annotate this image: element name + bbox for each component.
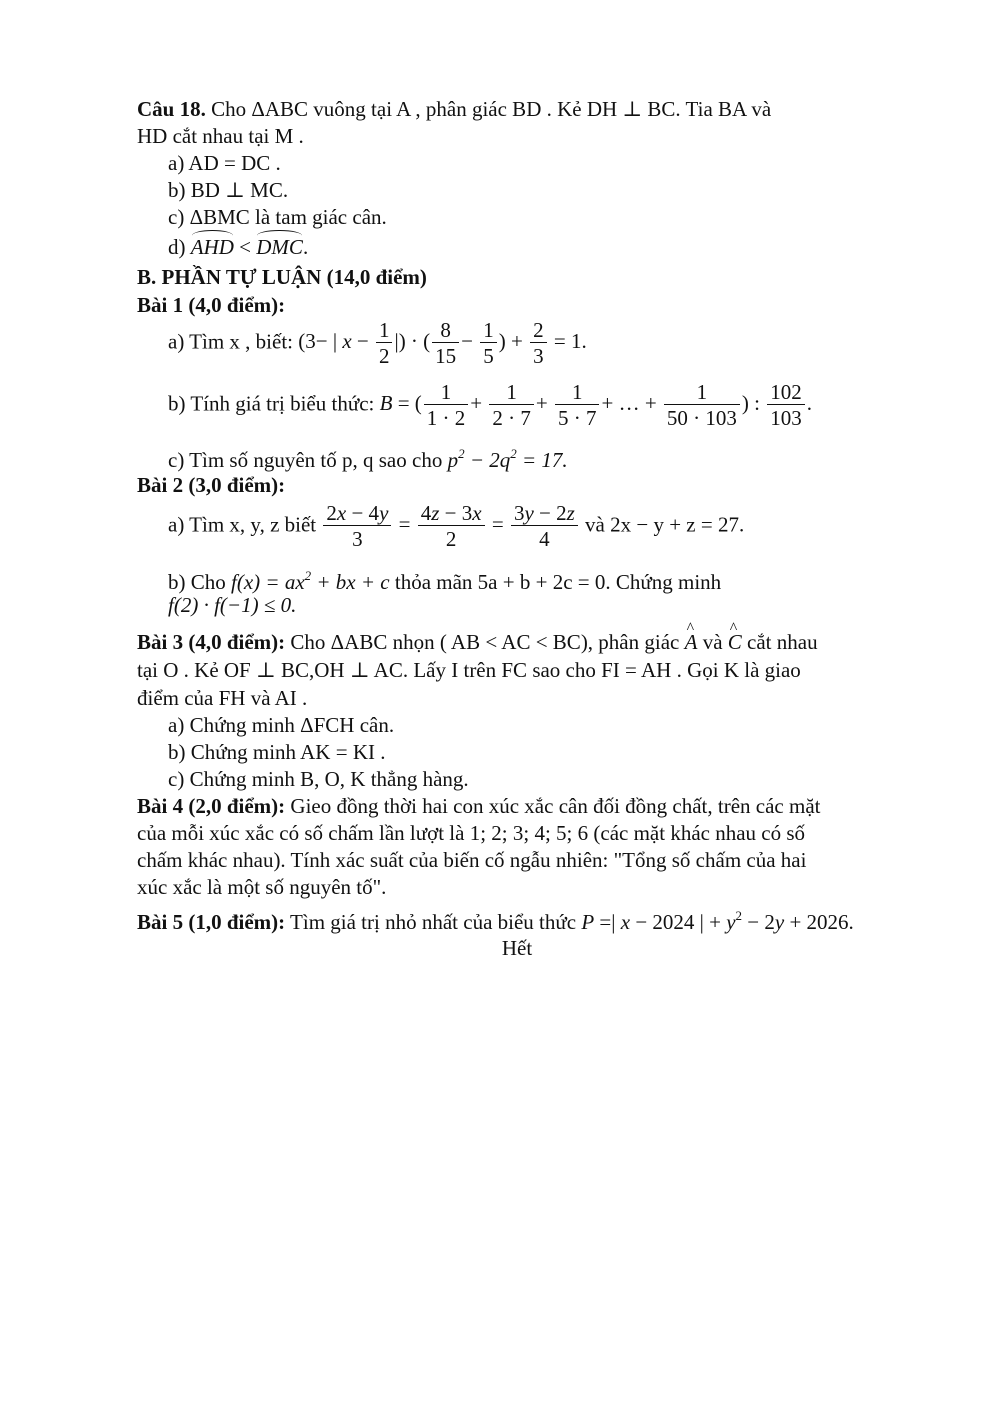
bai3-text1-end: cắt nhau (741, 630, 818, 654)
bai2-b-line2: f(2) · f(−1) ≤ 0. (168, 593, 297, 617)
bai1-a-formula: (3− | x − $\frac{1}{2}$ |) · ( $\frac{8}{15}$ − $\frac{1}{5}$ ) + $\frac{2}{3}$ = 1. (298, 318, 587, 368)
bai1-c-text: c) Tìm số nguyên tố p, q sao cho (168, 448, 448, 472)
bai1-b-text: b) Tính giá trị biểu thức: (168, 391, 380, 416)
bai5-line: Bài 5 (1,0 điểm): Tìm giá trị nhỏ nhất của biểu thức P =| x − 2024 | + $y^2 - 2y + 2026$. (137, 908, 854, 934)
cau18-option-a: a) AD = DC . (168, 151, 281, 175)
bai1-a-text: a) Tìm x , biết: (168, 329, 299, 354)
bai4-title: Bài 4 (2,0 điểm): (137, 794, 286, 818)
bai5-formula: P (581, 910, 595, 934)
bai5-title: Bài 5 (1,0 điểm): (137, 910, 286, 934)
bai4-line4: xúc xắc là một số nguyên tố". (137, 875, 387, 899)
bai2-a-formula: $\frac{2x - 4y}{3}$ = $\frac{4z - 3x}{2}$ = $\frac{3y - 2z}{4}$ (321, 512, 579, 536)
bai2-b-text: b) Cho (168, 570, 231, 594)
cau18-label: Câu 18. (137, 97, 206, 121)
bai3-line2: tại O . Kẻ OF ⊥ BC,OH ⊥ AC. Lấy I trên FC sao cho FI = AH . Gọi K là giao (137, 658, 801, 682)
cau18-line1 (137, 96, 897, 123)
angle-dmc: DMC (256, 235, 303, 259)
bai3-a: a) Chứng minh ΔFCH cân. (168, 713, 395, 737)
less-than: < (233, 235, 257, 259)
cau18-option-b: b) BD ⊥ MC. (168, 178, 289, 202)
bai4-line1 (137, 793, 897, 820)
angle-a-hat: ^ A (685, 629, 698, 656)
bai1-c (168, 440, 928, 474)
bai3-line3: điểm của FH và AI . (137, 686, 308, 710)
bai1-b-formula: B = ( $\frac{1}{1 \cdot 2}$ + $\frac{1}{2 \cdot 7}$ + $\frac{1}{5 \cdot 7}$ + … + $\frac{1}{50 \cdot 103}$ ) : $\frac{102}{103}$ . (379, 380, 812, 430)
bai2-b-function: $f(x) = ax^2$ + bx + c (231, 568, 390, 594)
cau18-option-d (168, 234, 928, 261)
bai3-and: và (697, 630, 728, 654)
bai2-title: Bài 2 (3,0 điểm): (137, 473, 286, 497)
bai5-text: Tìm giá trị nhỏ nhất của biểu thức (285, 910, 582, 934)
bai1-title: Bài 1 (4,0 điểm): (137, 293, 286, 317)
bai1-a (168, 318, 928, 369)
bai2-b (168, 562, 928, 596)
bai2-a-condition: và 2x − y + z = 27. (579, 512, 745, 537)
bai2-a (168, 501, 928, 552)
cau18-text1: Cho ΔABC vuông tại A , phân giác BD . Kẻ DH ⊥ BC. Tia BA và (205, 97, 772, 121)
cau18-line2: HD cắt nhau tại M . (137, 124, 304, 148)
bai3-title: Bài 3 (4,0 điểm): (137, 630, 286, 654)
end-text: Hết (501, 936, 533, 960)
bai1-b (168, 380, 928, 431)
bai3-c: c) Chứng minh B, O, K thẳng hàng. (168, 767, 469, 791)
part-b-title: B. PHẦN TỰ LUẬN (14,0 điểm) (137, 265, 427, 289)
bai4-line3: chấm khác nhau). Tính xác suất của biến cố ngẫu nhiên: "Tổng số chấm của hai (137, 848, 807, 872)
bai4-line2: của mỗi xúc xắc có số chấm lần lượt là 1; 2; 3; 4; 5; 6 (các mặt khác nhau có số (137, 821, 806, 845)
bai2-b-condition: thỏa mãn 5a + b + 2c = 0. Chứng minh (389, 570, 722, 594)
bai3-text1: Cho ΔABC nhọn ( AB < AC < BC), phân giác (285, 630, 685, 654)
option-d-end: . (302, 235, 309, 259)
bai4-text1: Gieo đồng thời hai con xúc xắc cân đối đồng chất, trên các mặt (285, 794, 821, 818)
bai1-c-formula: $p^2 - 2q^2 = 17$. (447, 446, 568, 472)
cau18-option-c: c) ΔBMC là tam giác cân. (168, 205, 387, 229)
angle-c-hat: ^ C (728, 629, 742, 656)
bai3-line1 (137, 629, 897, 656)
bai2-a-text: a) Tìm x, y, z biết (168, 512, 322, 537)
angle-ahd: AHD (190, 235, 234, 259)
bai3-b: b) Chứng minh AK = KI . (168, 740, 386, 764)
option-d-prefix: d) (168, 235, 191, 259)
